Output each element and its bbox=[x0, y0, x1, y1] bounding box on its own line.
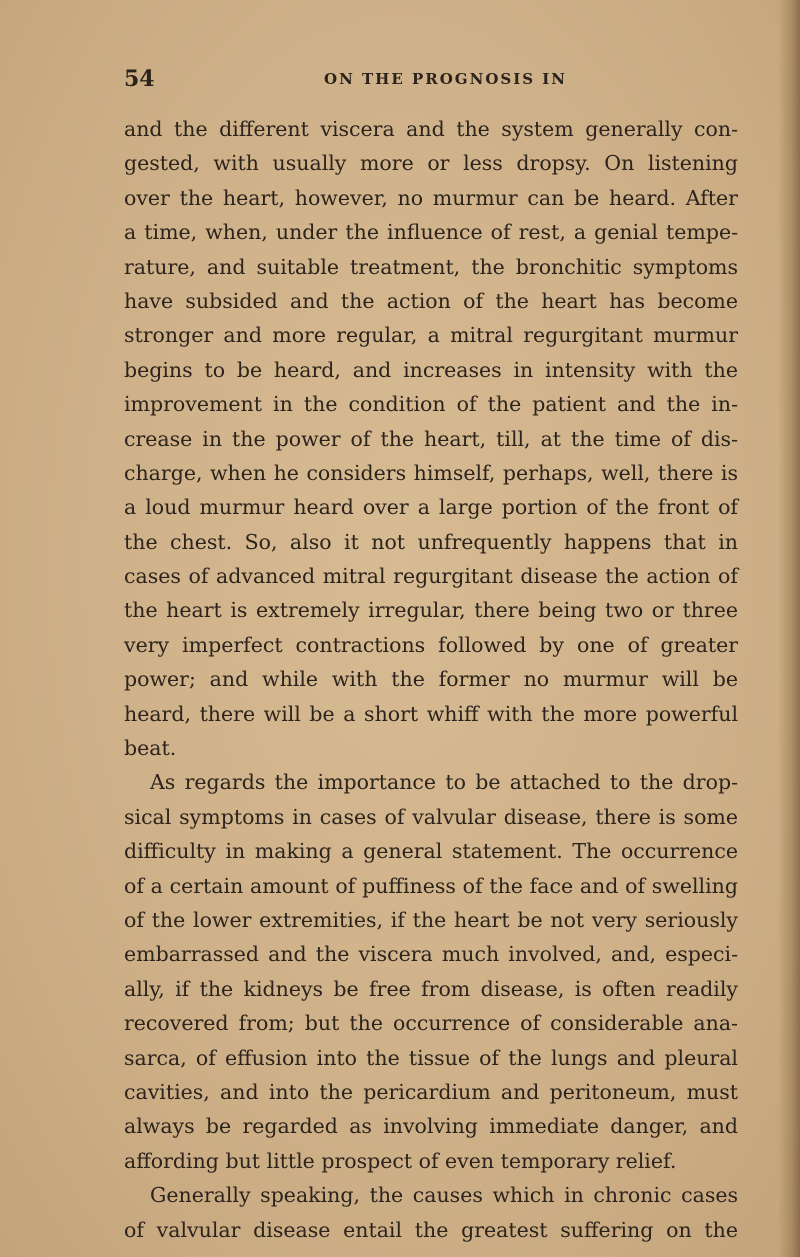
text-line: very imperfect contractions followed by one of greater bbox=[124, 632, 738, 657]
text-line: cavities, and into the pericardium and peritoneum, must bbox=[124, 1079, 738, 1104]
text-line: heard, there will be a short whiff with the more powerful bbox=[124, 701, 738, 726]
body-text bbox=[124, 112, 738, 1247]
text-line: rature, and suitable treatment, the bronchitic symptoms bbox=[124, 254, 738, 279]
text-line: power; and while with the former no murmur will be bbox=[124, 667, 738, 692]
text-line: improvement in the condition of the patient and the in- bbox=[124, 392, 738, 417]
text-line: of the lower extremities, if the heart be not very seriously bbox=[124, 907, 738, 932]
text-line: difficulty in making a general statement. The occurrence bbox=[124, 839, 738, 864]
text-line: cases of advanced mitral regurgitant disease the action of bbox=[124, 564, 738, 589]
text-line: charge, when he considers himself, perhaps, well, there is bbox=[124, 460, 738, 485]
paragraph-start-line: As regards the importance to be attached to the drop- bbox=[150, 770, 738, 795]
page-number: 54 bbox=[124, 66, 155, 92]
text-line: affording but little prospect of even temporary relief. bbox=[124, 1148, 677, 1173]
text-line: of valvular disease entail the greatest suffering on the bbox=[124, 1217, 738, 1242]
text-line: crease in the power of the heart, till, at the time of dis- bbox=[124, 426, 738, 451]
text-line: have subsided and the action of the heart has become bbox=[124, 288, 738, 313]
text-line: of a certain amount of puffiness of the face and of swelling bbox=[124, 873, 738, 898]
text-line: and the different viscera and the system generally con- bbox=[124, 117, 738, 141]
text-line: embarrassed and the viscera much involved, and, especi- bbox=[124, 942, 738, 967]
text-line: begins to be heard, and increases in intensity with the bbox=[124, 357, 738, 382]
text-line: gested, with usually more or less dropsy. On listening bbox=[124, 151, 738, 176]
text-line: recovered from; but the occurrence of considerable ana- bbox=[124, 1011, 738, 1036]
text-line: sical symptoms in cases of valvular disease, there is some bbox=[124, 804, 738, 829]
text-line: the chest. So, also it not unfrequently happens that in bbox=[124, 529, 738, 554]
running-head: ON THE PROGNOSIS IN bbox=[324, 70, 568, 88]
paragraph-start-line: Generally speaking, the causes which in chronic cases bbox=[150, 1183, 738, 1208]
page-header bbox=[124, 66, 734, 96]
text-line: ally, if the kidneys be free from disease, is often readily bbox=[124, 976, 738, 1001]
text-line: always be regarded as involving immediate danger, and bbox=[124, 1114, 738, 1139]
page-edge-shadow bbox=[778, 0, 800, 1257]
text-line: the heart is extremely irregular, there being two or three bbox=[124, 598, 738, 623]
text-line: a time, when, under the influence of rest, a genial tempe- bbox=[124, 220, 738, 245]
text-line: over the heart, however, no murmur can be heard. After bbox=[124, 185, 738, 210]
text-line: stronger and more regular, a mitral regurgitant murmur bbox=[124, 323, 738, 348]
text-line: beat. bbox=[124, 736, 177, 761]
text-line: sarca, of effusion into the tissue of the lungs and pleural bbox=[124, 1045, 738, 1070]
text-line: a loud murmur heard over a large portion of the front of bbox=[124, 495, 738, 520]
